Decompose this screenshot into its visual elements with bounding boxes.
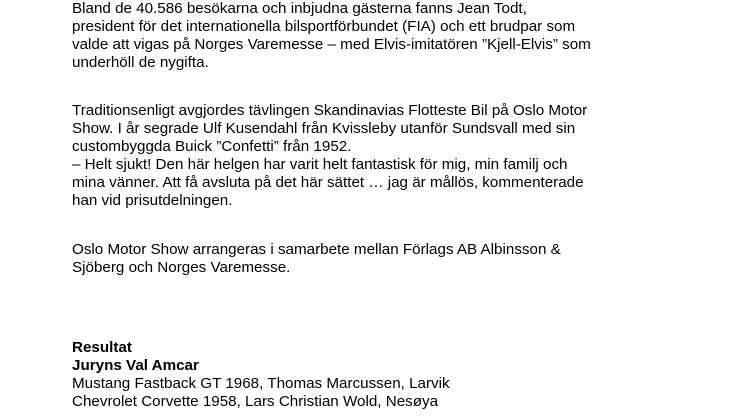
paragraph-line: – Helt sjukt! Den här helgen har varit helt fantastisk för mig, min familj och <box>72 156 568 173</box>
result-entry: Chevrolet Corvette 1958, Lars Christian Wold, Nesøya <box>72 393 439 410</box>
paragraph-line: mina vänner. Att få avsluta på det här sättet … jag är mållös, kommenterade <box>72 174 584 191</box>
paragraph-line: president för det internationella bilsportförbundet (FIA) och ett brudpar som <box>72 18 576 35</box>
paragraph-line: Bland de 40.586 besökarna och inbjudna gästerna fanns Jean Todt, <box>72 0 527 17</box>
results-section <box>72 339 450 411</box>
result-entry: Mustang Fastback GT 1968, Thomas Marcussen, Larvik <box>72 375 450 392</box>
paragraph-competition <box>72 102 587 210</box>
paragraph-line: underhöll de nygifta. <box>72 54 209 71</box>
paragraph-line: Oslo Motor Show arrangeras i samarbete mellan Förlags AB Albinsson & <box>72 241 561 258</box>
results-subheading: Juryns Val Amcar <box>72 357 199 374</box>
paragraph-visitors <box>72 0 591 72</box>
paragraph-line: valde att vigas på Norges Varemesse – med Elvis-imitatören ”Kjell-Elvis” som <box>72 36 591 53</box>
paragraph-line: Traditionsenligt avgjordes tävlingen Skandinavias Flotteste Bil på Oslo Motor <box>72 102 588 119</box>
results-heading: Resultat <box>72 339 132 356</box>
paragraph-line: Show. I år segrade Ulf Kusendahl från Kvissleby utanför Sundsvall med sin <box>72 120 576 137</box>
paragraph-organizers <box>72 241 561 277</box>
paragraph-line: han vid prisutdelningen. <box>72 192 233 209</box>
paragraph-line: custombyggda Buick ”Confetti” från 1952. <box>72 138 352 155</box>
paragraph-line: Sjöberg och Norges Varemesse. <box>72 259 291 276</box>
